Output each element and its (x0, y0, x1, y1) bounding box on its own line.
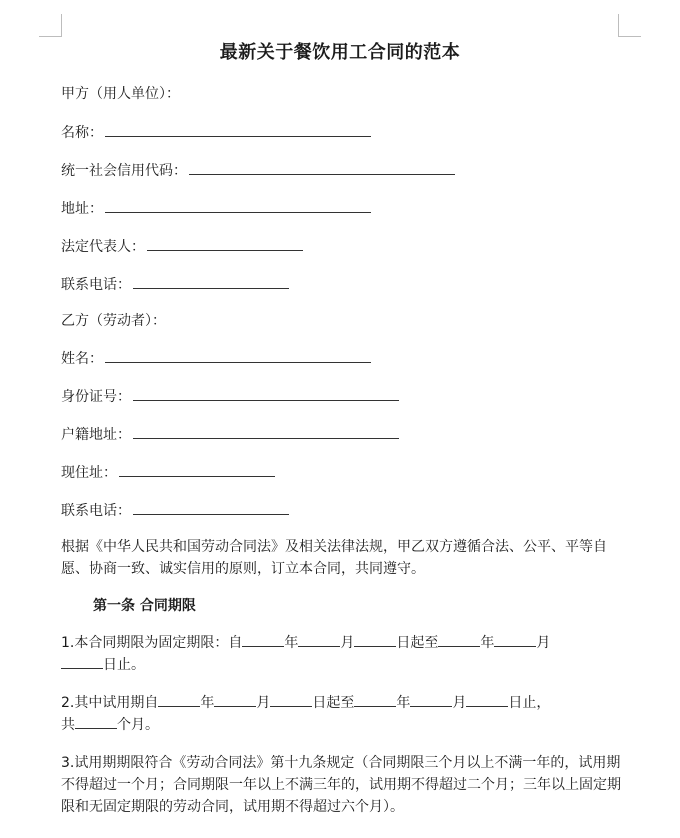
crop-mark-top-left (39, 14, 62, 37)
party-b-name-row (61, 348, 371, 369)
party-a-legal-rep-blank[interactable] (147, 236, 303, 251)
document-title: 最新关于餐饮用工合同的范本 (219, 42, 461, 63)
party-b-id-row (61, 386, 399, 407)
party-a-heading: 甲方（用人单位）： (61, 86, 180, 102)
intro-paragraph: 根据《中华人民共和国劳动合同法》及相关法律法规，甲乙双方遵循合法、公平、平等自愿、协商一致、诚实信用的原则，订立本合同，共同遵守。 (61, 539, 607, 577)
clause-1-text: 1.本合同期限为固定期限：自 (61, 635, 243, 651)
clause-1-end-year-label: 年 (480, 635, 495, 651)
party-a-address-blank[interactable] (105, 198, 371, 213)
clause-1-end-month-blank[interactable] (494, 632, 536, 647)
party-b-phone-label: 联系电话： (61, 503, 131, 519)
clause-1-end-year-blank[interactable] (438, 632, 480, 647)
party-b-phone-row (61, 500, 289, 521)
clause-1-start-year-blank[interactable] (242, 632, 284, 647)
party-a-credit-code-blank[interactable] (189, 160, 455, 175)
clause-2-total-suffix: 个月。 (117, 717, 159, 733)
clause-2-end-month-blank[interactable] (410, 692, 452, 707)
clause-1-day-from-label: 日起至 (396, 635, 439, 651)
party-b-residence-blank[interactable] (119, 462, 275, 477)
clause-2-months-blank[interactable] (75, 714, 117, 729)
party-b-name-label: 姓名： (61, 351, 103, 367)
party-b-name-blank[interactable] (105, 348, 371, 363)
section-1-heading: 第一条 合同期限 (93, 598, 196, 614)
clause-2-start-year-blank[interactable] (158, 692, 200, 707)
clause-2-text: 2.其中试用期自 (61, 695, 159, 711)
crop-mark-top-right (618, 14, 641, 37)
clause-2-day-from-label: 日起至 (312, 695, 355, 711)
party-a-legal-rep-row (61, 236, 303, 257)
party-a-name-label: 名称： (61, 125, 103, 141)
clause-2-end-year-label: 年 (396, 695, 411, 711)
clause-2-day-end-label: 日止， (508, 695, 551, 711)
party-a-phone-blank[interactable] (133, 274, 289, 289)
party-b-heading: 乙方（劳动者）： (61, 313, 166, 329)
clause-1-month-label: 月 (340, 635, 355, 651)
party-a-name-row (61, 122, 371, 143)
clause-2-start-day-blank[interactable] (270, 692, 312, 707)
party-b-id-label: 身份证号： (61, 389, 131, 405)
clause-2 (61, 692, 621, 736)
clause-1-day-end-label: 日止。 (103, 657, 145, 673)
clause-1 (61, 632, 621, 676)
party-a-name-blank[interactable] (105, 122, 371, 137)
party-a-credit-code-label: 统一社会信用代码： (61, 163, 187, 179)
party-a-legal-rep-label: 法定代表人： (61, 239, 145, 255)
clause-1-start-month-blank[interactable] (298, 632, 340, 647)
party-a-address-label: 地址： (61, 201, 103, 217)
party-b-residence-row (61, 462, 275, 483)
clause-2-end-day-blank[interactable] (466, 692, 508, 707)
clause-2-year-label: 年 (200, 695, 215, 711)
clause-1-start-day-blank[interactable] (354, 632, 396, 647)
party-a-credit-code-row (61, 160, 455, 181)
party-a-phone-row (61, 274, 289, 295)
clause-2-total-prefix: 共 (61, 717, 75, 733)
clause-2-end-month-label: 月 (452, 695, 467, 711)
party-b-hukou-label: 户籍地址： (61, 427, 131, 443)
party-b-hukou-row (61, 424, 399, 445)
clause-1-end-day-blank[interactable] (61, 654, 103, 669)
clause-1-year-label: 年 (284, 635, 299, 651)
clause-3: 3.试用期期限符合《劳动合同法》第十九条规定（合同期限三个月以上不满一年的，试用期不得超过一个月；合同期限一年以上不满三年的，试用期不得超过二个月；三年以上固定期限和无固定期限的劳动合同，试用期不得超过六个月）。 (61, 755, 621, 815)
party-b-phone-blank[interactable] (133, 500, 289, 515)
clause-1-end-month-label: 月 (536, 635, 551, 651)
party-a-phone-label: 联系电话： (61, 277, 131, 293)
clause-2-start-month-blank[interactable] (214, 692, 256, 707)
clause-2-end-year-blank[interactable] (354, 692, 396, 707)
party-b-residence-label: 现住址： (61, 465, 117, 481)
clause-2-month-label: 月 (256, 695, 271, 711)
party-b-hukou-blank[interactable] (133, 424, 399, 439)
party-a-address-row (61, 198, 371, 219)
party-b-id-blank[interactable] (133, 386, 399, 401)
